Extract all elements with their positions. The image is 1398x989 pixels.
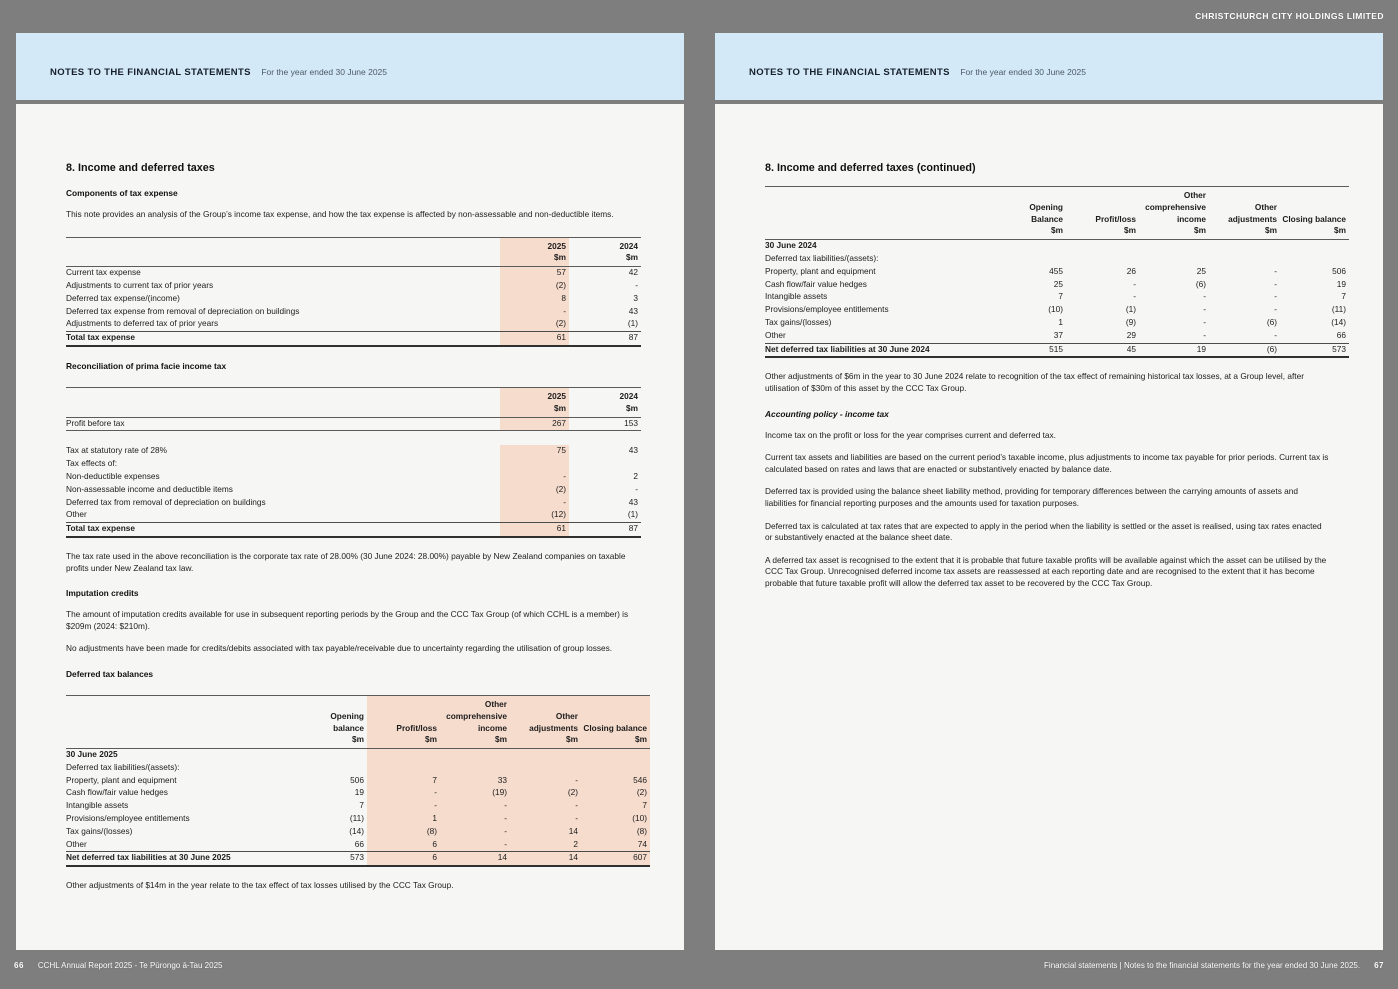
deferred-tax-balances-2025-table xyxy=(66,695,650,867)
components-of-tax-expense-table xyxy=(66,237,641,347)
heading-reconciliation: Reconciliation of prima facie income tax xyxy=(66,360,227,371)
table-row: Cash flow/fair value hedges 19 - (19) (2) (2) xyxy=(66,787,650,800)
banner-title: NOTES TO THE FINANCIAL STATEMENTS xyxy=(50,67,251,78)
table-row: Net deferred tax liabilities at 30 June 2024 515 45 19 (6) 573 xyxy=(765,343,1349,357)
page-body-left xyxy=(16,104,684,950)
table-header-row: 2025 $m 2024 $m xyxy=(66,387,641,417)
paragraph-components-intro: This note provides an analysis of the Group’s income tax expense, and how the tax expense is affected by non-assessable and non-deductible items. xyxy=(66,209,614,219)
paragraph-policy-2: Current tax assets and liabilities are based on the current period’s taxable income, plus adjustments to income tax payable for prior periods. Current tax is calculated based on rates and laws that are enacted or substantively enacted by balance date. xyxy=(765,452,1329,474)
table-row: Net deferred tax liabilities at 30 June 2025 573 6 14 14 607 xyxy=(66,852,650,866)
table-row: Tax gains/(losses) 1 (9) - (6) (14) xyxy=(765,316,1346,327)
table-row: Tax effects of: xyxy=(66,458,641,471)
page-left xyxy=(16,33,684,950)
table-header-row: Opening Balance $m Profit/loss $m Other comprehensive income $m Other adjustments $m Closing balance $m xyxy=(765,187,1349,240)
table-row: Cash flow/fair value hedges 25 - (6) - 19 xyxy=(765,278,1346,289)
paragraph-policy-4: Deferred tax is calculated at tax rates that are expected to apply in the period when the liability is settled or the asset is realised, using tax rates enacted or substantively enacted at the balance sheet date. xyxy=(765,520,1322,543)
table-row: Non-assessable income and deductible items (2) - xyxy=(66,484,641,497)
paragraph-imputation-2: No adjustments have been made for credits/debits associated with tax payable/receivable due to uncertainty regarding the utilisation of group losses. xyxy=(66,643,613,654)
banner-subtitle: For the year ended 30 June 2025 xyxy=(960,67,1087,77)
table-row: Deferred tax from removal of depreciation on buildings - 43 xyxy=(66,497,641,510)
table-row: 30 June 2025 xyxy=(66,749,650,762)
table-row: Deferred tax liabilities/(assets): xyxy=(765,252,879,263)
banner-text xyxy=(749,62,1086,80)
table-row: Provisions/employee entitlements (11) 1 - - (10) xyxy=(66,813,650,826)
page-banner xyxy=(715,33,1383,100)
table-row: Profit before tax 267 153 xyxy=(66,417,641,431)
footer-left-label: CCHL Annual Report 2025 - Te Pūrongo ā-Tau 2025 xyxy=(37,961,223,970)
table-row: Deferred tax expense from removal of depreciation on buildings - 43 xyxy=(66,306,641,319)
table-row: 30 June 2024 xyxy=(765,240,817,251)
table-row: Property, plant and equipment 455 26 25 - 506 xyxy=(765,265,1346,276)
table-row: Adjustments to deferred tax of prior years (2) (1) xyxy=(66,318,641,331)
paragraph-other-adjustments-note: Other adjustments of $6m in the year to 30 June 2024 relate to recognition of the tax effect of remaining historical tax losses, at a Group level, after utilisation of $30m of this asset by the CCC Tax Group. xyxy=(765,371,1304,393)
heading-deferred-tax-balances: Deferred tax balances xyxy=(66,668,154,679)
banner-subtitle: For the year ended 30 June 2025 xyxy=(261,67,388,77)
note-title-continued: 8. Income and deferred taxes (continued) xyxy=(765,162,976,174)
reconciliation-table xyxy=(66,387,641,538)
paragraph-tax-rate-note: The tax rate used in the above reconciliation is the corporate tax rate of 28.00% (30 June 2024: 28.00%) payable by New Zealand companies on taxable profits under New Zealand tax law. xyxy=(66,550,626,573)
paragraph-policy-3: Deferred tax is provided using the balance sheet liability method, providing for temporary differences between the carrying amounts of assets and liabilities for financial reporting purposes and the amounts used for taxation purposes. xyxy=(765,486,1298,508)
table-row: Current tax expense 57 42 xyxy=(66,267,641,280)
banner-title: NOTES TO THE FINANCIAL STATEMENTS xyxy=(749,67,950,78)
banner-text xyxy=(50,62,387,80)
deferred-tax-balances-2024-table xyxy=(765,186,1349,358)
note-title: 8. Income and deferred taxes xyxy=(66,162,215,174)
table-header-row: Opening balance $m Profit/loss $m Other comprehensive income $m Other adjustments $m Closing balance $m xyxy=(66,695,650,748)
table-row xyxy=(66,431,641,446)
footer-right xyxy=(1044,961,1384,970)
table-row: Intangible assets 7 - - - 7 xyxy=(66,800,650,813)
table-row: Adjustments to current tax of prior years (2) - xyxy=(66,280,641,293)
table-row: Total tax expense 61 87 xyxy=(66,523,641,537)
paragraph-policy-1: Income tax on the profit or loss for the year comprises current and deferred tax. xyxy=(765,429,1056,440)
paragraph-policy-5: A deferred tax asset is recognised to the extent that it is probable that future taxable profits will be available against which the asset can be utilised by the CCC Tax Group. Unrecognised deferred income tax assets are reassessed at each reporting date and are recognised to the extent that it has become probable that future taxable profit will allow the deferred tax asset to be recovered by the CCC Tax Group. xyxy=(765,554,1327,588)
heading-imputation-credits: Imputation credits xyxy=(66,588,139,599)
table-row: Provisions/employee entitlements (10) (1) - - (11) xyxy=(765,304,1346,315)
footer-right-label: Financial statements | Notes to the financial statements for the year ended 30 June 2025. xyxy=(1044,961,1361,970)
paragraph-imputation-1: The amount of imputation credits available for use in subsequent reporting periods by the Group and the CCC Tax Group (of which CCHL is a member) is $209m (2024: $210m). xyxy=(66,609,629,631)
table-header-row: 2025 $m 2024 $m xyxy=(66,237,641,267)
table-row: Other (12) (1) xyxy=(66,509,641,522)
footer-left xyxy=(14,961,222,970)
company-name-header: CHRISTCHURCH CITY HOLDINGS LIMITED xyxy=(1195,11,1384,21)
page-banner xyxy=(16,33,684,100)
table-row: Other 37 29 - - 66 xyxy=(765,329,1346,340)
table-row: Tax at statutory rate of 28% 75 43 xyxy=(66,445,641,458)
page-number-right: 67 xyxy=(1374,961,1384,970)
table-row: Total tax expense 61 87 xyxy=(66,332,641,346)
table-row: Deferred tax liabilities/(assets): xyxy=(66,762,650,775)
heading-components-of-tax-expense: Components of tax expense xyxy=(66,188,178,198)
page-right xyxy=(715,33,1383,950)
paragraph-deferred-note: Other adjustments of $14m in the year relate to the tax effect of tax losses utilised by the CCC Tax Group. xyxy=(66,880,454,891)
table-row: Deferred tax expense/(income) 8 3 xyxy=(66,293,641,306)
table-row: Other 66 6 - 2 74 xyxy=(66,839,650,852)
table-row: Tax gains/(losses) (14) (8) - 14 (8) xyxy=(66,826,650,839)
table-row: Property, plant and equipment 506 7 33 - 546 xyxy=(66,775,650,788)
page-body-right xyxy=(715,104,1383,950)
table-row: Non-deductible expenses - 2 xyxy=(66,471,641,484)
page-number-left: 66 xyxy=(14,961,24,970)
table-row: Intangible assets 7 - - - 7 xyxy=(765,291,1346,302)
heading-accounting-policy: Accounting policy - income tax xyxy=(765,408,889,419)
